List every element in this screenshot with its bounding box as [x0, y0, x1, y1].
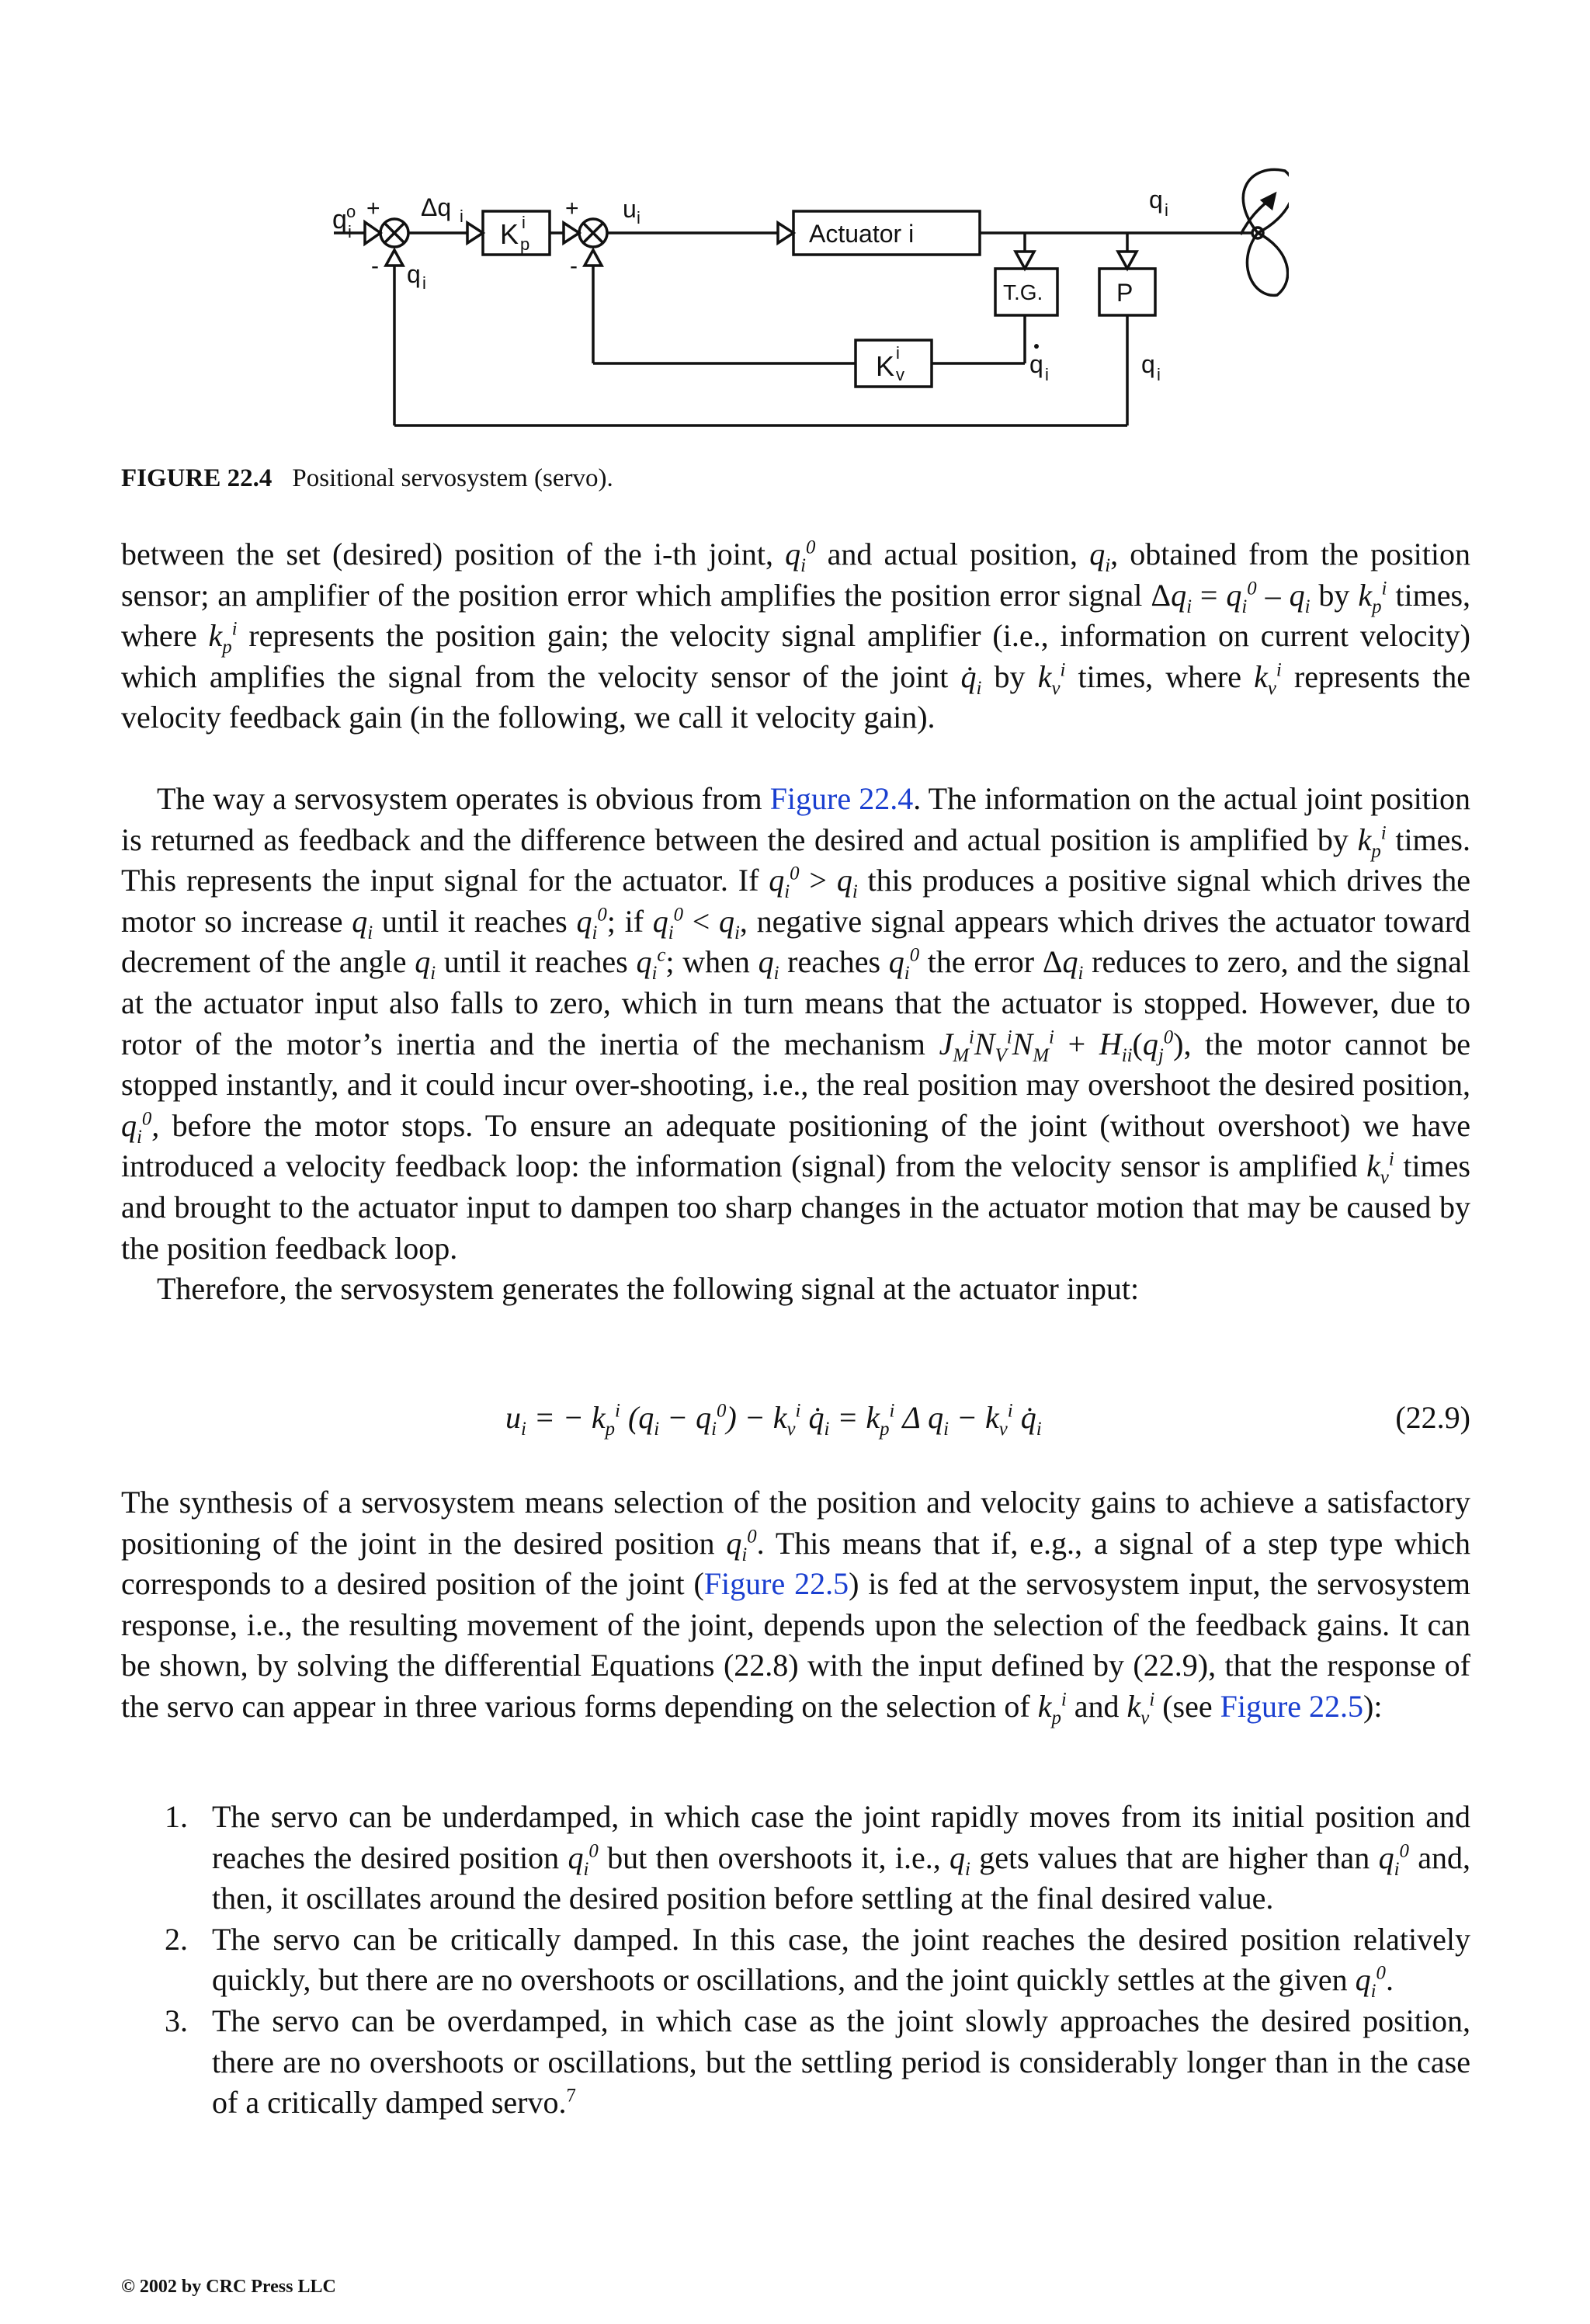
actuator-block-label: Actuator i: [809, 220, 915, 248]
paragraph-1: between the set (desired) position of the i-th joint, $q_i^0$ and actual position, $q_i$, obtained from the position sensor; an amplifier of the position error which amplifies the position error signal $\Delta q_i = q_i^0 - q_i$ by $k_p^i$ times, where $k_p^i$ represents the position gain; the velocity signal amplifier (i.e., information on current velocity) which amplifies the signal from the velocity sensor of the joint $q̇_i$ by $k_v^i$ times, where $k_v^i$ represents the velocity feedback gain (in the following, we call it velocity gain).: [121, 537, 1471, 735]
minus-sign-2: -: [570, 253, 578, 279]
figure-22-5-link[interactable]: Figure 22.5: [703, 1566, 849, 1602]
equation-22-9: [121, 1399, 1470, 1443]
p-block-label: P: [1116, 279, 1133, 307]
kp-block-sub: p: [520, 234, 530, 254]
copyright-footer: © 2002 by CRC Press LLC: [121, 2277, 336, 2297]
list-item: 1. The servo can be underdamped, in which case the joint rapidly moves from its initial position and reaches the desired position $q_i^0$ but then overshoots it, i.e., $q_i$ gets values that are higher than $q_i^0$ and, then, it oscillates around the desired position before settling at the final desired value.: [121, 1797, 1470, 1919]
figure-caption-label: FIGURE 22.4: [121, 464, 273, 492]
minus-sign-1: -: [371, 253, 379, 279]
plus-sign-1: +: [366, 196, 380, 221]
equation-number: (22.9): [1395, 1400, 1470, 1435]
list-item-number: 3.: [165, 2003, 188, 2038]
diagram-svg: [326, 163, 1289, 435]
signal-q-sensor: q: [1141, 350, 1155, 378]
signal-delta-q-sub: i: [460, 207, 463, 226]
signal-q0-sup: o: [346, 202, 356, 221]
figure-caption-text: Positional servosystem (servo).: [292, 464, 613, 492]
signal-qdot: q: [1029, 350, 1043, 378]
response-types-list: [121, 1797, 1470, 2124]
kv-block-sub: v: [896, 365, 904, 384]
tg-block-label: T.G.: [1003, 280, 1043, 304]
signal-qdot-sub: i: [1045, 365, 1049, 384]
kp-block-sup: i: [522, 213, 526, 232]
qdot-dot: [1034, 344, 1039, 349]
signal-q0: q: [332, 205, 347, 234]
kv-block-sup: i: [896, 343, 900, 363]
list-item-number: 1.: [165, 1799, 188, 1834]
paragraph-2-lead: The way a servosystem operates is obvious from: [157, 781, 762, 816]
paragraph-3: Therefore, the servosystem generates the following signal at the actuator input:: [157, 1271, 1140, 1307]
signal-q-out-sub: i: [1165, 200, 1168, 220]
list-item: 3. The servo can be overdamped, in which case as the joint slowly approaches the desired position, there are no overshoots or oscillations, but the settling period is considerably longer than in the case of a critically damped servo.$^7$: [121, 2001, 1470, 2124]
paragraph-2: The way a servosystem operates is obvious from Figure 22.4. The information on the actual joint position is returned as feedback and the difference between the desired and actual position is amplified by $k_p^i$ times. This represents the input signal for the actuator. If $q_i^0 > q_i$ this produces a positive signal which drives the motor so increase $q_i$ until it reaches $q_i^0$; if $q_i^0 < q_i$, negative signal appears which drives the actuator toward decrement of the angle $q_i$ until it reaches $q_i^c$; when $q_i$ reaches $q_i^0$ the error $\Delta q_i$ reduces to zero, and the signal at the actuator input also falls to zero, which in turn means that the actuator is stopped. However, due to rotor of the motor’s inertia and the inertia of the mechanism $J_M^iN_V^iN_M^i + H_{ii}(q_j^0)$, the motor cannot be stopped instantly, and it could incur over-shooting, i.e., the real position may overshoot the desired position, $q_i^0$, before the motor stops. To ensure an adequate positioning of the joint (without overshoot) we have introduced a velocity feedback loop: the information (signal) from the velocity sensor is amplified $k_v^i$ times and brought to the actuator input to dampen too sharp changes in the actuator motion that may be caused by the position feedback loop. Therefore, the servosystem generates the following signal at the actuator input:: [121, 779, 1470, 1310]
signal-u: u: [623, 195, 637, 223]
list-item-number: 2.: [165, 1921, 188, 1957]
signal-q-feedback: q: [407, 260, 421, 288]
figure-caption: [121, 464, 613, 493]
paragraph-4: The synthesis of a servosystem means selection of the position and velocity gains to achieve a satisfactory positioning of the joint in the desired position $q_i^0$. This means that if, e.g., a signal of a step type which corresponds to a desired position of the joint (Figure 22.5) is fed at the servosystem input, the servosystem response, i.e., the resulting movement of the joint, depends upon the selection of the feedback gains. It can be shown, by solving the differential Equations (22.8) with the input defined by (22.9), that the response of the servo can appear in three various forms depending on the selection of $k_p^i$ and $k_v^i$ (see Figure 22.5):: [121, 1485, 1470, 1728]
figure-22-5-link-2[interactable]: Figure 22.5: [1220, 1688, 1364, 1724]
signal-q-out: q: [1149, 186, 1163, 214]
signal-delta-q: Δq: [421, 193, 452, 221]
servo-block-diagram: [326, 163, 1289, 435]
kv-block-label: K: [876, 350, 895, 382]
kp-block-label: K: [500, 218, 519, 250]
figure-22-4-link[interactable]: Figure 22.4: [769, 781, 914, 816]
list-item: 2. The servo can be critically damped. In this case, the joint reaches the desired position relatively quickly, but there are no overshoots or oscillations, and the joint quickly settles at the given $q_i^0$.: [121, 1919, 1470, 2001]
signal-q-sensor-sub: i: [1157, 365, 1161, 384]
equation-body: $u_i$ = − $k_p^i$ $(q_i - q_i^0) - k_v^i$ $q̇_i = k_p^i$ Δ $q_i - k_v^i$ $q̇_i$: [505, 1400, 1042, 1440]
plus-sign-2: +: [565, 196, 579, 221]
signal-u-sub: i: [637, 208, 641, 228]
signal-q-feedback-sub: i: [422, 273, 426, 293]
signal-q0-sub: i: [348, 222, 352, 241]
